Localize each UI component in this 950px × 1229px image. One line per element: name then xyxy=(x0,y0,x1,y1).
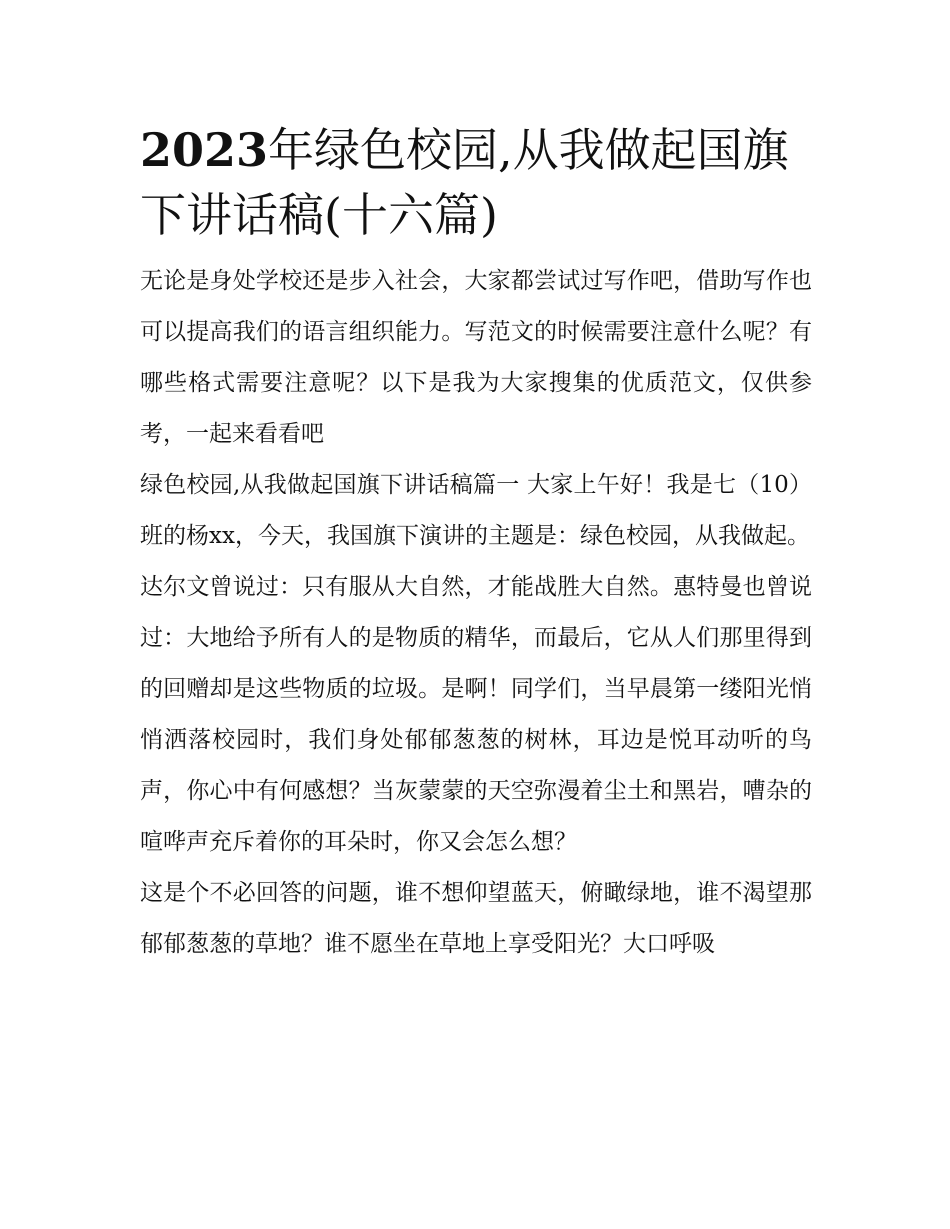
title-text: 年绿色校园,从我做起国旗下讲话稿(十六篇) xyxy=(140,123,789,242)
document-content xyxy=(140,118,812,970)
document-title xyxy=(140,118,812,248)
paragraph-intro: 无论是身处学校还是步入社会，大家都尝试过写作吧，借助写作也可以提高我们的语言组织能力。写范文的时候需要注意什么呢？有哪些格式需要注意呢？以下是我为大家搜集的优质范文，仅供参考，一起来看看吧 xyxy=(140,268,812,447)
title-year: 2023 xyxy=(140,123,269,177)
paragraph-darwin-quote: 达尔文曾说过：只有服从大自然，才能战胜大自然。惠特曼也曾说过：大地给予所有人的是物质的精华，而最后，它从人们那里得到的回赠却是这些物质的垃圾。是啊！同学们，当早晨第一缕阳光悄悄洒落校园时，我们身处郁郁葱葱的树林，耳边是悦耳动听的鸟声，你心中有何感想？当灰蒙蒙的天空弥漫着尘土和黑岩，嘈杂的喧哗声充斥着你的耳朵时，你又会怎么想？ xyxy=(140,574,812,855)
paragraph-question: 这是个不必回答的问题，谁不想仰望蓝天，俯瞰绿地，谁不渴望那郁郁葱葱的草地？谁不愿坐在草地上享受阳光？大口呼吸 xyxy=(140,880,812,957)
paragraph-speech-opening: 绿色校园,从我做起国旗下讲话稿篇一 大家上午好！我是七（10）班的杨xx，今天，我国旗下演讲的主题是：绿色校园，从我做起。 xyxy=(140,472,812,549)
